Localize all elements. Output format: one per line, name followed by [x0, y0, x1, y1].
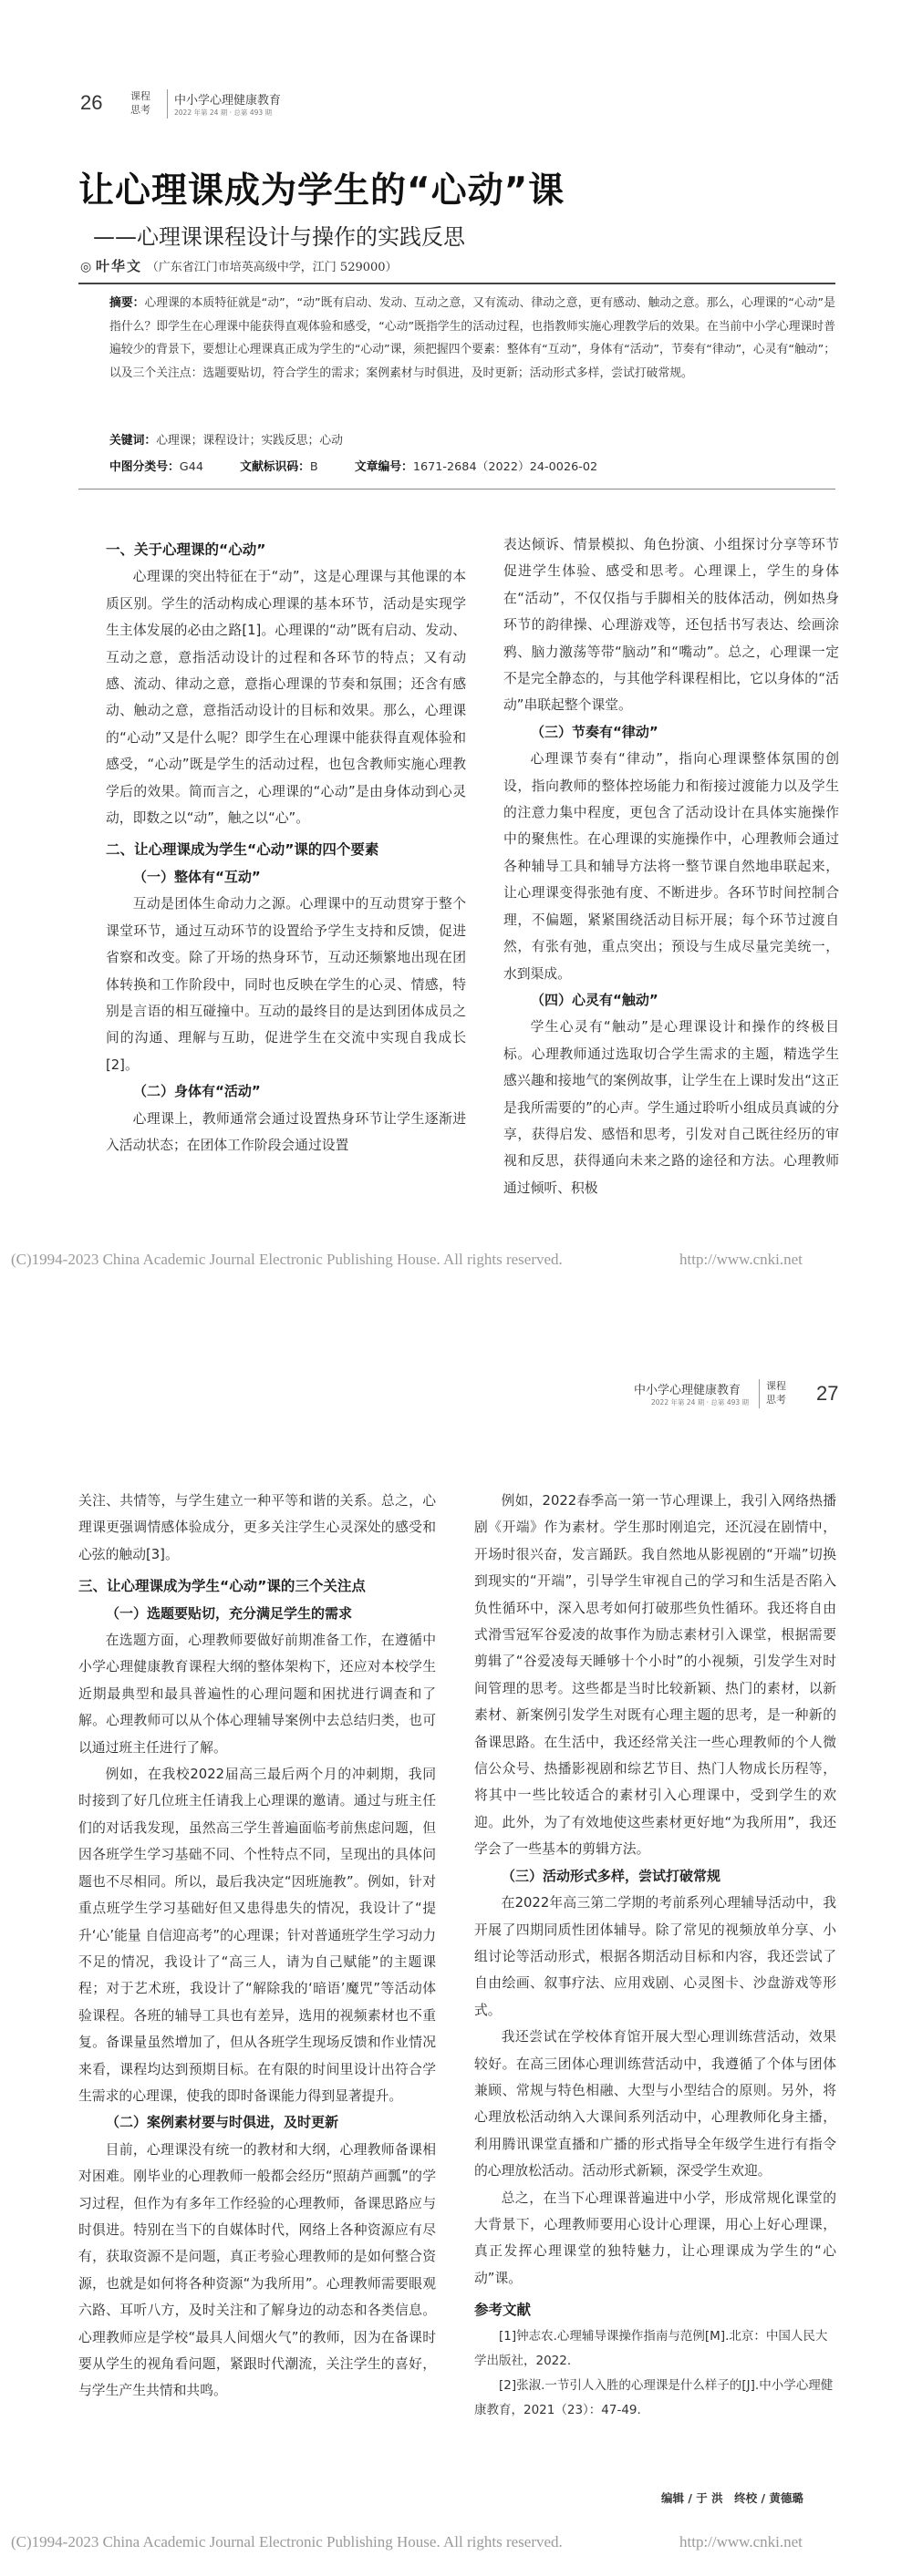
- cnki-url[interactable]: http://www.cnki.net: [679, 2533, 803, 2550]
- body-paragraph: 例如，2022春季高一第一节心理课上，我引入网络热播剧《开端》作为素材。学生那时刚追完，还沉浸在剧情中，开场时很兴奋，发言踊跃。我自然地从影视剧的“开端”切换到现实的“开端”，引导学生审视自己的学习和生活是否陷入负性循环中，深入思考如何打破那些负性循环。我还将自由式滑雪冠军谷爱凌的故事作为励志素材引入课堂，根据需要剪辑了“谷爱凌每天睡够十个小时”的小视频，引发学生对时间管理的思考。这些都是当时比较新颖、热门的素材，以新素材、新案例引发学生对既有心理主题的思考，是一种新的备课思路。在生活中，我还经常关注一些心理教师的个人微信公众号、热播影视剧和综艺节目、热门人物成长历程等，将其中一些比较适合的素材引入心理课中，受到学生的欢迎。此外，为了有效地使这些素材更好地“为我所用”，我还学会了一些基本的剪辑方法。: [474, 1493, 836, 1858]
- body-paragraph: 在2022年高三第二学期的考前系列心理辅导活动中，我开展了四期同质性团体辅导。除了常见的视频放单分享、小组讨论等活动形式，根据各期活动目标和内容，我还尝试了自由绘画、叙事疗法、应用戏剧、心灵图卡、沙盘游戏等形式。: [474, 1895, 836, 2018]
- author-icon: ◎: [80, 260, 92, 274]
- section-heading: 一、关于心理课的“心动”: [106, 541, 266, 558]
- body-column-right: [503, 531, 839, 1201]
- body-paragraph: 心理课上，教师通常会通过设置热身环节让学生逐渐进入活动状态；在团体工作阶段会通过设置: [106, 1110, 466, 1153]
- article-subtitle: ——心理课课程设计与操作的实践反思: [93, 224, 465, 250]
- body-paragraph: 互动是团体生命动力之源。心理课中的互动贯穿于整个课堂环节，通过互动环节的设置给予学生支持和反馈，促进省察和改变。除了开场的热身环节，互动还频繁地出现在团体转换和工作阶段中，同时也反映在学生的心灵、情感，特别是言语的相互碰撞中。互动的最终目的是达到团体成员之间的沟通、理解与互助，促进学生在交流中实现自我成长[2]。: [106, 896, 466, 1073]
- section-heading: 参考文献: [474, 2302, 532, 2319]
- body-paragraph: 关注、共情等，与学生建立一种平等和谐的关系。总之，心理课更强调情感体验成分，更多关注学生心灵深处的感受和心弦的触动[3]。: [78, 1493, 436, 1562]
- subsection-heading: （三）活动形式多样，尝试打破常规: [502, 1867, 721, 1884]
- page-27: [0, 1288, 912, 2576]
- abstract-text: 心理课的本质特征就是“动”，“动”既有启动、发动、互动之意，又有流动、律动之意，更有感动、触动之意。那么，心理课的“心动”是指什么？即学生在心理课中能获得直观体验和感受，“心动”既指学生的活动过程，也指教师实施心理教学后的效果。在当前中小学心理课时普遍较少的背景下，要想让心理课真正成为学生的“心动”课，须把握四个要素：整体有“互动”，身体有“活动”，节奏有“律动”，心灵有“触动”；以及三个关注点：选题要贴切，符合学生的需求；案例素材与时俱进，及时更新；活动形式多样，尝试打破常规。: [109, 296, 836, 380]
- clc-label: 中图分类号：: [109, 460, 180, 474]
- body-column-left: [106, 531, 466, 1159]
- body-paragraph: 学生心灵有“触动”是心理课设计和操作的终极目标。心理教师通过选取切合学生需求的主题，精选学生感兴趣和接地气的案例故事，让学生在上课时发出“这正是我所需要的”的心声。学生通过聆听小组成员真诚的分享，获得启发、感悟和思考，引发对自己既往经历的审视和反思，获得通向未来之路的途径和方法。心理教师通过倾听、积极: [503, 1019, 839, 1196]
- column-tag: 课程 思考: [130, 90, 150, 116]
- body-paragraph: 表达倾诉、情景模拟、角色扮演、小组探讨分享等环节促进学生体验、感受和思考。心理课上，学生的身体在“活动”，不仅仅指与手脚相关的肢体活动，例如热身环节的韵律操、心理游戏等，还包括书写表达、绘画涂鸦、脑力激荡等带“脑动”和“嘴动”。总之，心理课一定不是完全静态的，与其他学科课程相比，它以身体的“活动”串联起整个课堂。: [503, 537, 839, 714]
- doc-code-label: 文献标识码：: [240, 460, 310, 474]
- clc-code: G44: [179, 460, 203, 474]
- body-paragraph: 在选题方面，心理教师要做好前期准备工作，在遵循中小学心理健康教育课程大纲的整体架构下，还应对本校学生近期最典型和最具普遍性的心理问题和困扰进行调查和了解。心理教师可以从个体心理辅导案例中去总结归类，也可以通过班主任进行了解。: [78, 1633, 436, 1756]
- reference-entry: [1]钟志农.心理辅导课操作指南与范例[M].北京：中国人民大学出版社，2022.: [474, 2328, 828, 2368]
- body-paragraph: 心理课的突出特征在于“动”，这是心理课与其他课的本质区别。学生的活动构成心理课的基本环节，活动是实现学生主体发展的必由之路[1]。心理课的“动”既有启动、发动、互动之意，意指活动设计的过程和各环节的特点；又有动感、流动、律动之意，意指心理课的节奏和氛围；还含有感动、触动之意，意指活动设计的目标和效果。那么，心理课的“心动”又是什么呢？即学生在心理课中能获得直观体验和感受，“心动”既是学生的活动过程，也包含教师实施心理教学后的效果。简而言之，心理课的“心动”是由身体动到心灵动，即数之以“动”，触之以“心”。: [106, 569, 466, 827]
- author-name: 叶华文: [96, 258, 143, 274]
- journal-issue: 2022 年第 24 期 · 总第 493 期: [174, 108, 273, 117]
- body-paragraph: 我还尝试在学校体育馆开展大型心理训练营活动，效果较好。在高三团体心理训练营活动中，我遵循了个体与团体兼顾、常规与特色相融、大型与小型结合的原则。另外，将心理放松活动纳入大课间系列活动中，心理教师化身主播，利用腾讯课堂直播和广播的形式指导全年级学生进行有指令的心理放松活动。活动形式新颖，深受学生欢迎。: [474, 2029, 836, 2179]
- header-divider: [167, 89, 168, 118]
- header-divider: [759, 1379, 760, 1408]
- section-heading: 二、让心理课成为学生“心动”课的四个要素: [106, 841, 379, 859]
- page-number: 26: [80, 91, 103, 114]
- author-line: [80, 256, 398, 275]
- copyright-text: (C)1994-2023 China Academic Journal Electronic Publishing House. All rights reserved.: [11, 2533, 563, 2550]
- abstract-label: 摘要：: [109, 296, 145, 310]
- abstract: [109, 292, 835, 385]
- body-paragraph: 例如，在我校2022届高三最后两个月的冲刺期，我同时接到了好几位班主任请我上心理课的邀请。通过与班主任们的对话我发现，虽然高三学生普遍面临考前焦虑问题，但因各班学生学习基础不同、个性特点不同，呈现出的具体问题也不尽相同。所以，最后我决定“因班施教”。例如，针对重点班学生学习基础好但又患得患失的情况，我设计了“提升‘心’能量 自信迎高考”的心理课；针对普通班学生学习动力不足的情况，我设计了“高三人，请为自己赋能”的主题课程；对于艺术班，我设计了“解除我的‘暗语’魔咒”等活动体验课程。各班的辅导工具也有差异，选用的视频素材也不重复。备课量虽然增加了，但从各班学生现场反馈和作业情况来看，课程均达到预期目标。在有限的时间里设计出符合学生需求的心理课，使我的即时备课能力得到显著提升。: [78, 1767, 436, 2104]
- author-affiliation: （广东省江门市培英高级中学，江门 529000）: [146, 261, 398, 274]
- article-no-label: 文章编号：: [354, 460, 413, 474]
- cnki-url[interactable]: http://www.cnki.net: [679, 1251, 803, 1268]
- article-title: 让心理课成为学生的“心动”课: [78, 170, 565, 211]
- subsection-heading: （二）案例素材要与时俱进，及时更新: [106, 2114, 339, 2131]
- body-paragraph: 总之，在当下心理课普遍进中小学，形成常规化课堂的大背景下，心理教师要用心设计心理课，用心上好心理课，真正发挥心理课堂的独特魅力，让心理课成为学生的“心动”课。: [474, 2190, 836, 2286]
- journal-name: 中小学心理健康教育: [174, 94, 282, 108]
- section-heading: 三、让心理课成为学生“心动”课的三个关注点: [78, 1578, 366, 1595]
- subsection-heading: （三）节奏有“律动”: [531, 723, 658, 740]
- editor-credit: 编辑 / 于 洪 终校 / 黄德璐: [661, 2491, 803, 2505]
- subsection-heading: （一）整体有“互动”: [133, 868, 261, 885]
- subsection-heading: （四）心灵有“触动”: [531, 991, 658, 1008]
- body-paragraph: 心理课节奏有“律动”，指向心理课整体氛围的创设，指向教师的整体控场能力和衔接过渡能力以及学生的注意力集中程度，更包含了活动设计在具体实施操作中的聚焦性。在心理课的实施操作中，心理教师会通过各种辅导工具和辅导方法将一整节课自然地串联起来，让心理课变得张弛有度、不断进步。各环节时间控制合理，不偏题，紧紧围绕活动目标开展；每个环节过渡自然，有张有弛，重点突出；预设与生成尽量完美统一，水到渠成。: [503, 751, 839, 982]
- article-no: 1671-2684（2022）24-0026-02: [412, 460, 598, 474]
- classification-line: [109, 457, 597, 474]
- body-column-left: [78, 1488, 436, 2405]
- body-paragraph: 目前，心理课没有统一的教材和大纲，心理教师备课相对困难。刚毕业的心理教师一般都会经历“照葫芦画瓢”的学习过程，但作为有多年工作经验的心理教师，备课思路应与时俱进。特别在当下的自媒体时代，网络上各种资源应有尽有，获取资源不是问题，真正考验心理教师的是如何整合资源，也就是如何将各种资源“为我所用”。心理教师需要眼观六路、耳听八方，及时关注和了解身边的动态和各类信息。心理教师应是学校“最具人间烟火气”的教师，因为在备课时要从学生的视角看问题，紧跟时代潮流，关注学生的喜好，与学生产生共情和共鸣。: [78, 2141, 436, 2399]
- journal-issue: 2022 年第 24 期 · 总第 493 期: [651, 1398, 750, 1406]
- reference-entry: [2]张淑.一节引人入胜的心理课是什么样子的[J].中小学心理健康教育，2021（23）：47-49.: [474, 2377, 834, 2417]
- keywords-label: 关键词：: [109, 434, 157, 448]
- subsection-heading: （二）身体有“活动”: [133, 1083, 261, 1100]
- title-rule: [78, 283, 835, 284]
- copyright-text: (C)1994-2023 China Academic Journal Electronic Publishing House. All rights reserved.: [11, 1251, 563, 1268]
- body-column-right: [474, 1488, 836, 2423]
- doc-code: B: [309, 460, 318, 474]
- column-tag: 课程 思考: [766, 1380, 786, 1406]
- journal-name: 中小学心理健康教育: [634, 1384, 741, 1397]
- page-number: 27: [816, 1382, 839, 1405]
- subsection-heading: （一）选题要贴切，充分满足学生的需求: [106, 1604, 353, 1622]
- keywords-text: 心理课；课程设计；实践反思；心动: [156, 434, 343, 448]
- keywords-line: [109, 430, 343, 448]
